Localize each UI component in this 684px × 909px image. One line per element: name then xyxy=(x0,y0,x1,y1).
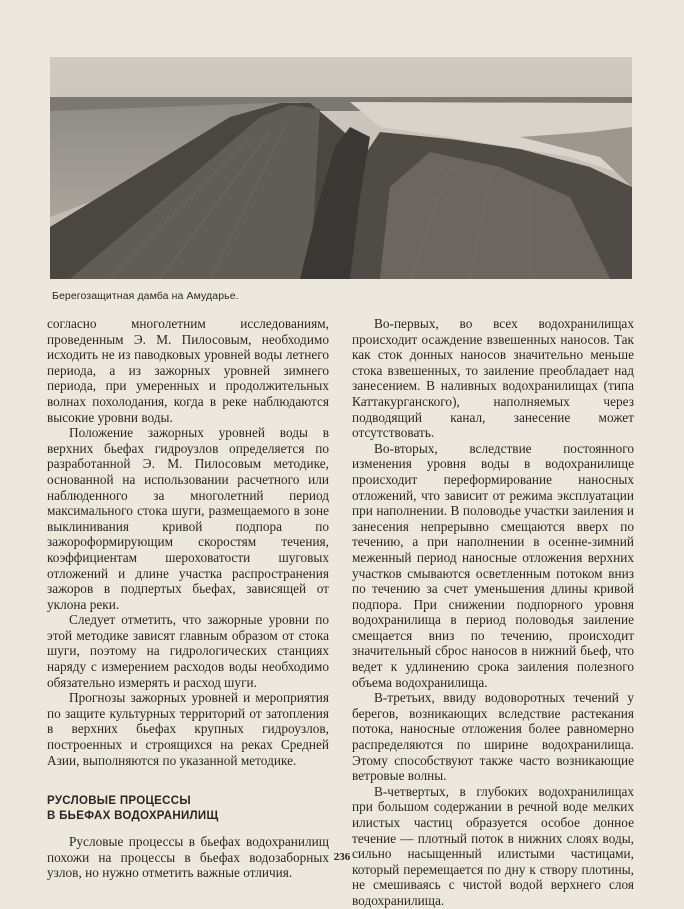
dam-photo-drawing xyxy=(50,57,632,279)
paragraph: Во-первых, во всех водохранилищах происходит осаждение взвешенных наносов. Так как сток донных наносов значительно меньше стока взвешенных, то заиление преобладает над занесением. В наливных водохранилищах (типа Каттакурганского), наполняемых через подводящий канал, занесение может отсутствовать. xyxy=(352,316,634,441)
right-column xyxy=(352,316,634,909)
paragraph: Следует отметить, что зажорные уровни по этой методике зависят главным образом от стока шуги, поэтому на гидрологических станциях наряду с измерением расходов воды необходимо обязательно измерять и расход шуги. xyxy=(47,612,329,690)
paragraph: В-четвертых, в глубоких водохранилищах при большом содержании в речной воде мелких илистых частиц образуется особое донное течение — плотный поток в нижних слоях воды, сильно насыщенный илистыми частицами, который перемещается по дну к створу плотины, не смешиваясь с чистой водой верхнего слоя водохранилища. xyxy=(352,783,634,908)
paragraph: Положение зажорных уровней воды в верхних бьефах гидроузлов определяется по разработанной Э. М. Пилосовым методике, основанной на использовании расчетного или наблюденного за многолетний период максимального стока шуги, размещаемого в зоне выклинивания кривой подпора по зажороформирующим скоростям течения, коэффициентам шероховатости шуговых отложений и длине участка распространения зажоров в подпертых бьефах, зависящей от уклона реки. xyxy=(47,425,329,612)
section-heading-line: В БЬЕФАХ ВОДОХРАНИЛИЩ xyxy=(47,810,219,823)
paragraph: Русловые процессы в бьефах водохранилищ похожи на процессы в бьефах водозаборных узлов, но нужно отметить важные отличия. xyxy=(47,834,329,881)
paragraph: Прогнозы зажорных уровней и мероприятия по защите культурных территорий от затопления в верхних бьефах крупных гидроузлов, построенных и строящихся на реках Средней Азии, выполняются по указанной методике. xyxy=(47,690,329,768)
section-heading xyxy=(47,794,329,824)
photo-caption: Берегозащитная дамба на Амударье. xyxy=(52,290,239,302)
paragraph: согласно многолетним исследованиям, проведенным Э. М. Пилосовым, необходимо исходить не из паводковых уровней воды летнего периода, а из зажорных уровней зимнего периода, при умеренных и продолжительных волнах похолодания, когда в реке наблюдаются высокие уровни воды. xyxy=(47,316,329,425)
paragraph: В-третьих, ввиду водоворотных течений у берегов, возникающих вследствие растекания потока, наносные отложения более равномерно распределяются по ширине водохранилища. Этому способствуют также часто возникающие ветровые волны. xyxy=(352,690,634,784)
paragraph: Во-вторых, вследствие постоянного изменения уровня воды в водохранилище происходит переформирование наносных отложений, что зависит от режима эксплуатации при наполнении. В половодье участки заиления и занесения непрерывно смещаются вверх по течению, а при наполнении в осенне-зимний меженный период наносные отложения верхних участков смываются осветленным потоком вниз по течению за счет уменьшения длины кривой подпора. При снижении подпорного уровня водохранилища в период половодья заиление смещается вниз по течению, происходит значительный сброс наносов в нижний бьеф, что ведет к удлинению срока заиления полезного объема водохранилища. xyxy=(352,440,634,690)
page-number: 236 xyxy=(333,851,351,863)
left-column xyxy=(47,316,329,881)
section-heading-line: РУСЛОВЫЕ ПРОЦЕССЫ xyxy=(47,795,191,808)
dam-photograph xyxy=(50,57,632,279)
